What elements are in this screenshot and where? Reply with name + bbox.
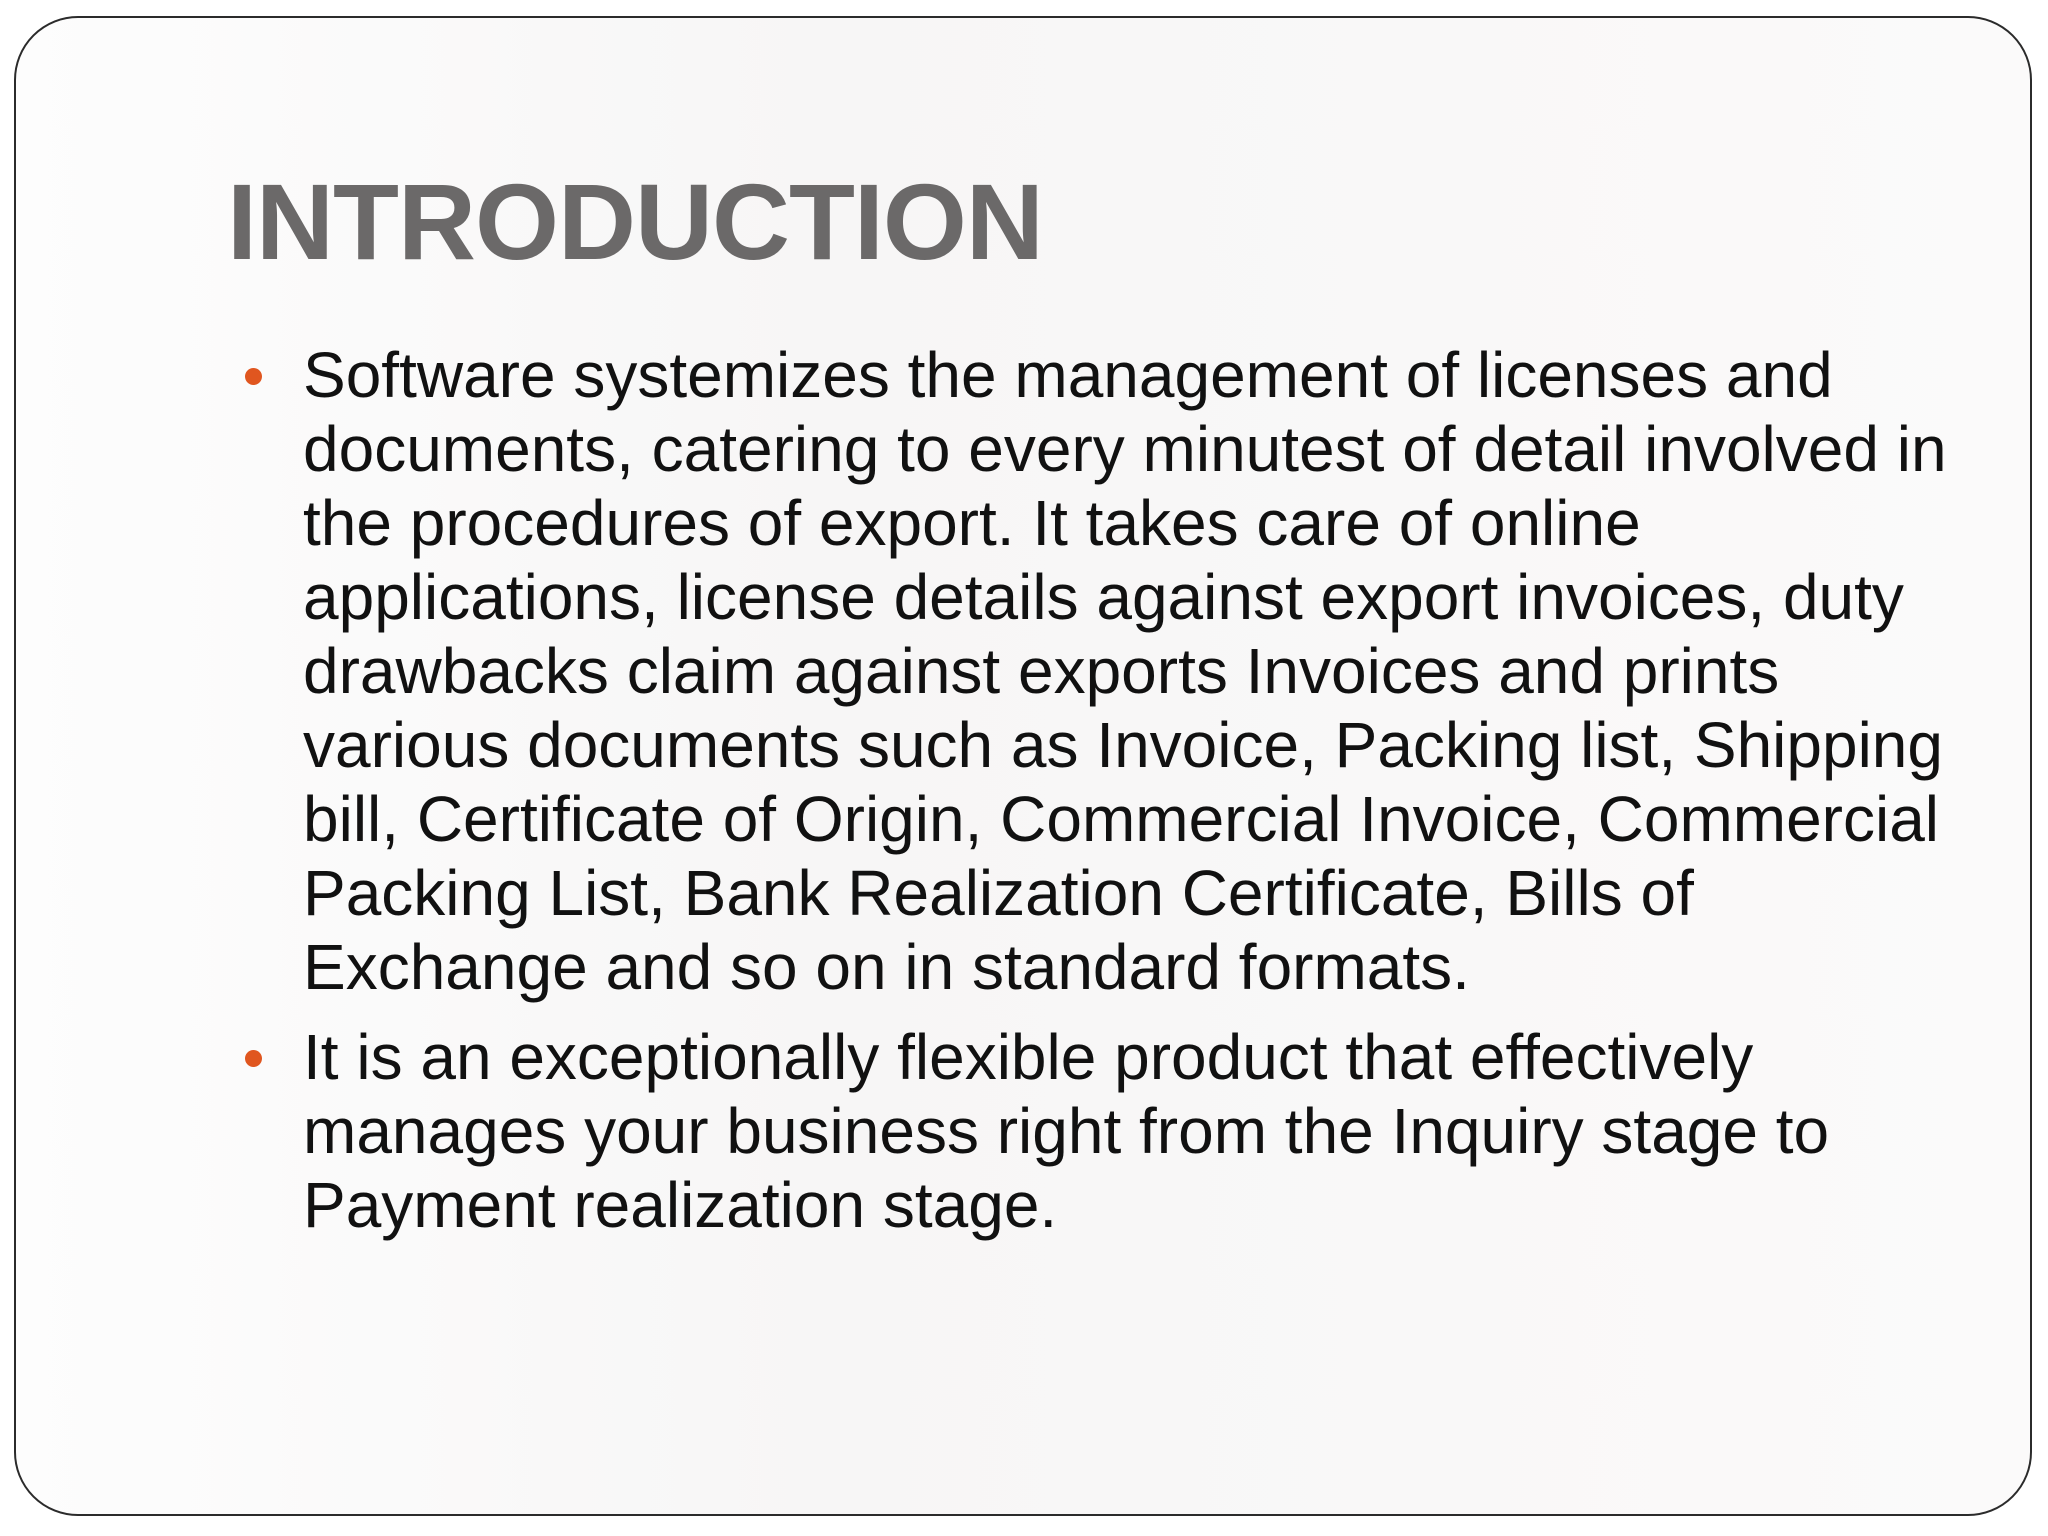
bullet-item <box>227 1020 1967 1242</box>
bullet-text: It is an exceptionally flexible product that effectively manages your business right from the Inquiry stage to Payment realization stage. <box>303 1021 1830 1241</box>
bullet-dot-icon <box>245 1050 262 1067</box>
bullet-text: Software systemizes the management of licenses and documents, catering to every minutest of detail involved in the procedures of export. It takes care of online applications, license details against export invoices, duty drawbacks claim against exports Invoices and prints various documents such as Invoice, Packing list, Shipping bill, Certificate of Origin, Commercial Invoice, Commercial Packing List, Bank Realization Certificate, Bills of Exchange and so on in standard formats. <box>303 339 1947 1003</box>
bullet-dot-icon <box>245 368 262 385</box>
slide-frame <box>14 16 2032 1516</box>
slide-title: INTRODUCTION <box>227 161 1043 282</box>
bullet-item <box>227 338 1967 1004</box>
bullet-list <box>227 338 1967 1258</box>
